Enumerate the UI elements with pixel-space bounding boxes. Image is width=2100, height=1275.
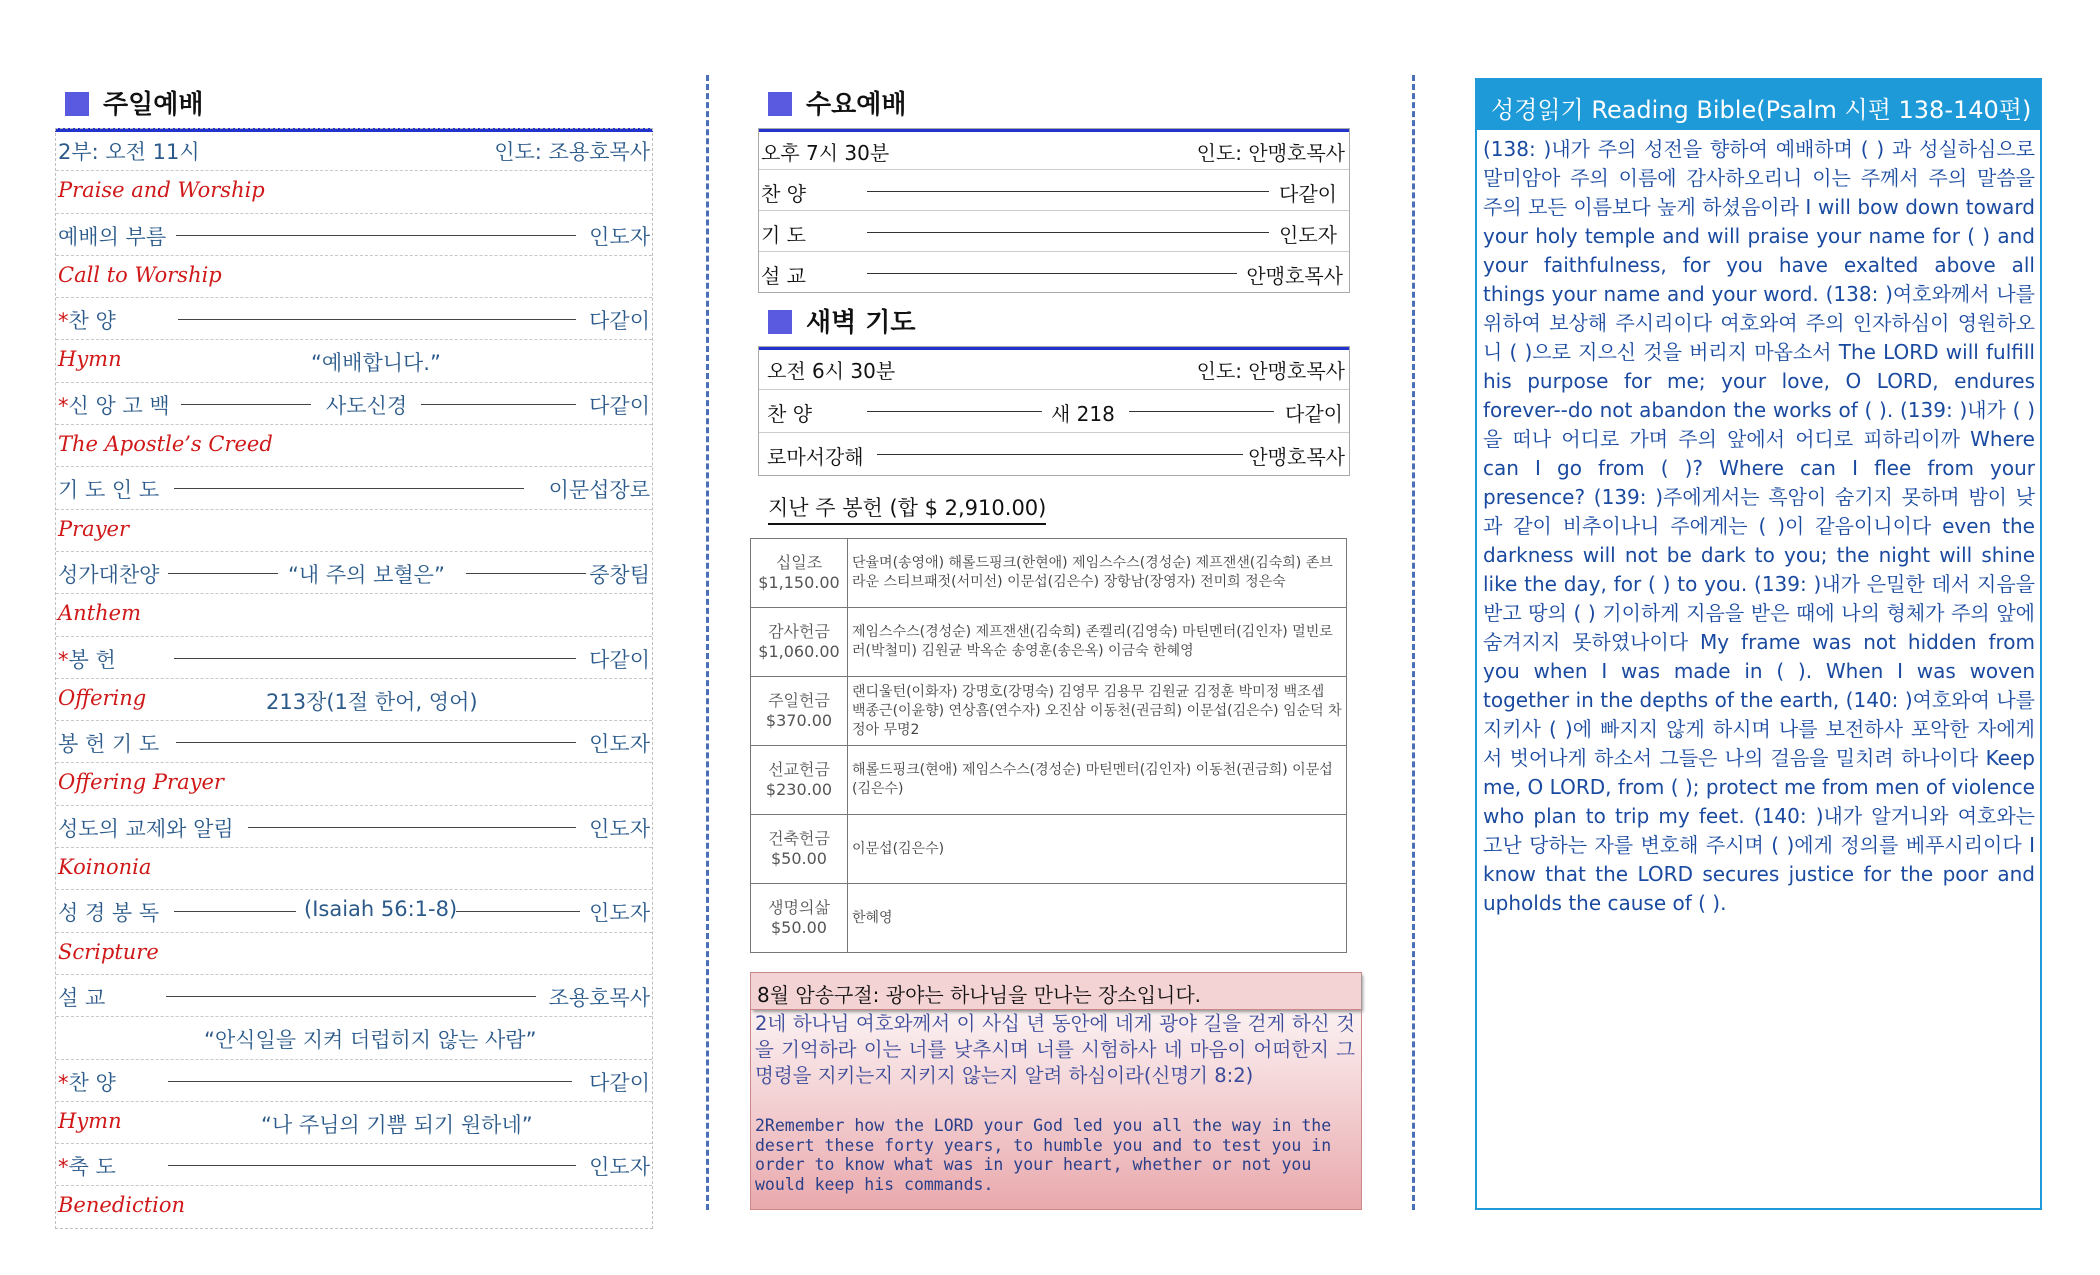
english-label-row — [56, 1186, 652, 1227]
leader-line — [867, 273, 1237, 274]
order-item-name: 기 도 — [761, 223, 806, 247]
order-item-row — [56, 1060, 652, 1102]
wednesday-time-row — [759, 129, 1349, 170]
order-item-leader: 인도자 — [589, 816, 650, 841]
dawn-prayer-title: 새벽 기도 — [806, 308, 916, 338]
order-item-row — [56, 1144, 652, 1186]
english-label-row — [56, 594, 652, 636]
english-label-row — [56, 679, 652, 721]
leader-line — [466, 573, 586, 574]
english-label-row — [56, 256, 652, 298]
offering-amount: $1,060.00 — [758, 642, 840, 661]
order-item-leader: 다같이 — [589, 309, 650, 334]
order-item-leader: 다같이 — [1279, 182, 1337, 206]
leader-line — [168, 573, 278, 574]
offering-category: 십일조 — [775, 553, 823, 572]
memory-verse-box — [750, 972, 1362, 1210]
order-item-row — [759, 211, 1349, 252]
english-label: Hymn — [58, 347, 122, 372]
standing-marker: * — [58, 393, 69, 418]
offering-category: 선교헌금 — [768, 760, 830, 779]
leader-line — [166, 996, 536, 997]
leader-line — [174, 488, 524, 489]
memory-verse-header — [751, 973, 1361, 1010]
memory-verse-korean: 2네 하나님 여호와께서 이 사십 년 동안에 네게 광야 길을 걷게 하신 것을 기억하라 이는 너를 낮추시며 너를 시험하사 네 마음이 어떠한지 그 명령을 지키는지 지키지 않는지 알려 하심이라(신명기 8:2) — [755, 1012, 1355, 1087]
order-item-row — [56, 383, 652, 425]
offering-donors: 해롤드핑크(현애) 제임스수스(경성순) 마틴멘터(김인자) 이동천(권금희) 이문섭(김은수) — [848, 746, 1347, 815]
order-item-leader: 이문섭장로 — [548, 478, 650, 503]
english-label: Koinonia — [58, 855, 152, 880]
offering-amount: $50.00 — [771, 918, 827, 937]
leader-line — [174, 658, 576, 659]
standing-marker: * — [58, 1070, 69, 1095]
english-label: Offering Prayer — [58, 770, 224, 795]
order-item-row — [56, 721, 652, 763]
offering-category-cell — [751, 608, 848, 677]
english-label: Anthem — [58, 601, 141, 626]
sunday-header — [55, 80, 653, 132]
square-bullet-icon — [65, 92, 89, 116]
order-item-row — [56, 975, 652, 1017]
order-item-row — [56, 552, 652, 594]
sermon-title: “안식일을 지켜 더럽히지 않는 사람” — [204, 1028, 537, 1053]
offering-category-cell — [751, 815, 848, 884]
table-row — [751, 677, 1347, 746]
order-item-name: 찬 양 — [761, 182, 806, 206]
leader-line — [178, 319, 576, 320]
standing-marker: * — [58, 1155, 69, 1180]
order-item-row — [56, 467, 652, 509]
dawn-time-row — [759, 347, 1349, 390]
offering-category: 감사헌금 — [768, 622, 830, 641]
offering-category: 생명의삶 — [768, 898, 830, 917]
offering-summary-title: 지난 주 봉헌 (합 $ 2,910.00) — [768, 492, 1046, 525]
english-label-row — [56, 1102, 652, 1144]
wednesday-order — [758, 128, 1350, 293]
english-label-row — [56, 933, 652, 975]
order-item-name: 찬 양 — [767, 402, 812, 426]
english-label: Benediction — [58, 1193, 186, 1218]
standing-marker: * — [58, 309, 69, 334]
order-item-name: 축 도 — [68, 1155, 116, 1180]
leader-line — [248, 827, 576, 828]
leader-line — [867, 191, 1269, 192]
order-item-name: 신 앙 고 백 — [68, 393, 170, 418]
english-label: Offering — [58, 685, 147, 710]
english-label: Praise and Worship — [58, 178, 265, 203]
offering-donors: 이문섭(김은수) — [848, 815, 1347, 884]
order-item-leader: 인도자 — [589, 732, 650, 757]
offering-category-cell — [751, 884, 848, 953]
dawn-leader: 인도: 안맹호목사 — [1196, 359, 1345, 383]
leader-line — [176, 742, 576, 743]
order-item-row — [56, 806, 652, 848]
offering-donors: 한혜영 — [848, 884, 1347, 953]
offering-hymn: 213장(1절 한어, 영어) — [266, 689, 478, 714]
english-label-row — [56, 425, 652, 467]
english-label: The Apostle’s Creed — [58, 432, 273, 457]
order-item-leader: 인도자 — [589, 224, 650, 249]
hymn-title: “나 주님의 기쁨 되기 원하네” — [261, 1112, 533, 1137]
order-item-leader: 중창팀 — [589, 562, 650, 587]
scripture-reference: (Isaiah 56:1-8) — [304, 897, 458, 922]
sunday-order-of-service — [55, 128, 653, 1229]
offering-category-cell — [751, 539, 848, 608]
leader-line — [1129, 411, 1274, 412]
column-separator-1 — [706, 75, 709, 1210]
order-item-name: 찬 양 — [68, 309, 116, 334]
order-item-name: 설 교 — [761, 264, 806, 288]
column-separator-2 — [1412, 75, 1415, 1210]
english-label-row — [56, 763, 652, 805]
order-item-leader: 다같이 — [589, 1070, 650, 1095]
order-item-row — [56, 214, 652, 256]
offering-category: 건축헌금 — [768, 829, 830, 848]
order-item-row — [759, 252, 1349, 292]
bible-reading-title: 성경읽기 Reading Bible(Psalm 시편 138-140편) — [1491, 96, 2032, 124]
service-leader: 인도: 조용호목사 — [494, 140, 650, 164]
standing-marker: * — [58, 647, 69, 672]
bible-reading-header — [1477, 80, 2040, 130]
dawn-prayer-header — [758, 298, 1350, 350]
table-row — [751, 746, 1347, 815]
order-item-leader: 다같이 — [1285, 402, 1343, 426]
memory-verse-english: 2Remember how the LORD your God led you all the way in the desert these forty years, to humble you and to test you in order to know what was in your heart, whether or not you would keep his commands. — [755, 1116, 1332, 1194]
dawn-time: 오전 6시 30분 — [767, 359, 896, 383]
offering-category: 주일헌금 — [768, 691, 830, 710]
leader-line — [456, 911, 580, 912]
table-row — [751, 884, 1347, 953]
square-bullet-icon — [768, 92, 792, 116]
leader-line — [176, 235, 576, 236]
order-item-name: 기 도 인 도 — [58, 478, 160, 503]
offering-amount: $50.00 — [771, 849, 827, 868]
table-row — [751, 815, 1347, 884]
order-item-leader: 다같이 — [589, 647, 650, 672]
order-item-name: 봉 헌 — [68, 647, 116, 672]
english-label-row — [56, 171, 652, 213]
order-item-name: 봉 헌 기 도 — [58, 732, 160, 757]
leader-line — [421, 404, 576, 405]
offering-donors: 제임스수스(경성순) 제프잰샌(김숙희) 존켈리(김영숙) 마틴멘터(김인자) 멀빈로러(박철미) 김원균 박옥순 송영훈(송은옥) 이금숙 한혜영 — [848, 608, 1347, 677]
wednesday-header — [758, 80, 1350, 132]
leader-line — [877, 454, 1243, 455]
order-item-detail: 사도신경 — [326, 393, 408, 418]
order-item-name: 설 교 — [58, 985, 106, 1010]
order-item-row — [759, 433, 1349, 475]
dawn-prayer-order — [758, 346, 1350, 476]
order-item-name: 로마서강해 — [767, 445, 864, 469]
order-item-leader: 인도자 — [589, 901, 650, 926]
offering-category-cell — [751, 677, 848, 746]
leader-line — [168, 1165, 576, 1166]
bible-reading-text: (138: )내가 주의 성전을 향하여 예배하며 ( ) 과 성실하심으로 말미암아 주의 이름에 감사하오리니 이는 주께서 주의 말씀을 주의 모든 이름보다 높게 하셨음이라 I will bow down toward your holy temple and will praise your name for ( ) and your faithfulness, for you have exalted above all things your name and your word. (138: )여호와께서 나를 위하여 보상해 주시리이다 여호와여 주의 인자하심이 영원하오니 ( )으로 지으신 것을 버리지 마옵소서 The LORD will fulfill his purpose for me; your love, O LORD, endures forever--do not abandon the works of ( ). (139: )내가 ( )을 떠나 어디로 가며 주의 앞에서 어디로 피하리이까 Where can I go from ( )? Where can I flee from your presence? (139: )주에게서는 흑암이 숨기지 못하며 밤이 낮과 같이 비추이나니 주에게는 ( )이 같음이니이다 even the darkness will not be dark to you; the night will shine like the day, for ( ) to you. (139: )내가 은밀한 데서 지음을 받고 땅의 ( ) 기이하게 지음을 받은 때에 나의 형체가 주의 앞에 숨겨지지 못하였나이다 My frame was not hidden from you when I was made in ( ). When I was woven together in the depths of the earth, (140: )여호와여 나를 지키사 ( )에 빠지지 않게 하시며 나를 보전하사 포악한 자에게서 벗어나게 하소서 그들은 나의 걸음을 밀치려 하나이다 Keep me, O LORD, from ( ); protect me from men of violence who plan to trip my feet. (140: )내가 알거니와 여호와는 고난 당하는 자를 변호해 주시며 ( )에게 정의를 베푸시리이다 I know that the LORD secures justice for the poor and upholds the cause of ( ). — [1483, 137, 2035, 915]
order-item-name: 예배의 부름 — [58, 224, 167, 249]
order-item-name: 성가대찬양 — [58, 562, 160, 587]
english-label: Prayer — [58, 516, 130, 541]
order-item-leader: 조용호목사 — [548, 985, 650, 1010]
order-item-leader: 인도자 — [589, 1155, 650, 1180]
offering-donors: 단율며(송영애) 해롤드핑크(한현애) 제임스수스(경성순) 제프잰샌(김숙희) 존브라운 스티브패젓(서미선) 이문섭(김은수) 장항남(장영자) 전미희 정은숙 — [848, 539, 1347, 608]
english-label: Call to Worship — [58, 262, 222, 287]
order-item-leader: 안맹호목사 — [1248, 445, 1345, 469]
offering-donors: 랜디울턴(이화자) 강명호(강명숙) 김영무 김용무 김원균 김정훈 박미정 백조셉 백종근(이윤향) 연상흠(연수자) 오진삼 이동천(권금희) 이문섭(김은수) 임순덕 차정아 무명2 — [848, 677, 1347, 746]
offering-amount: $370.00 — [765, 711, 833, 730]
order-item-row — [56, 637, 652, 679]
english-label-row — [56, 340, 652, 382]
sunday-title: 주일예배 — [103, 90, 204, 120]
english-label-row — [56, 848, 652, 890]
english-label: Hymn — [58, 1108, 122, 1133]
leader-line — [168, 1081, 572, 1082]
table-row — [751, 539, 1347, 608]
hymn-title: “예배합니다.” — [311, 351, 441, 376]
order-item-row — [56, 298, 652, 340]
leader-line — [867, 232, 1269, 233]
bible-reading-box — [1475, 78, 2042, 1210]
order-item-leader: 인도자 — [1279, 223, 1337, 247]
table-row — [751, 608, 1347, 677]
order-item-name: 성 경 봉 독 — [58, 901, 160, 926]
english-label: Scripture — [58, 939, 159, 964]
wednesday-title: 수요예배 — [806, 90, 907, 120]
offering-table — [750, 538, 1347, 953]
order-item-leader: 안맹호목사 — [1246, 264, 1343, 288]
leader-line — [867, 411, 1042, 412]
hymn-number: 새 218 — [1051, 402, 1115, 426]
leader-line — [181, 404, 311, 405]
order-item-leader: 다같이 — [589, 393, 650, 418]
order-item-row — [56, 890, 652, 932]
square-bullet-icon — [768, 310, 792, 334]
order-item-row — [759, 390, 1349, 433]
service-time: 2부: 오전 11시 — [58, 140, 200, 164]
wednesday-leader: 인도: 안맹호목사 — [1196, 141, 1345, 165]
offering-category-cell — [751, 746, 848, 815]
order-item-row — [759, 170, 1349, 211]
anthem-title: “내 주의 보혈은” — [288, 562, 445, 587]
order-item-name: 성도의 교제와 알림 — [58, 816, 234, 841]
offering-amount: $1,150.00 — [758, 573, 840, 592]
leader-line — [174, 911, 296, 912]
service-time-row — [56, 129, 652, 171]
sermon-title-row — [56, 1017, 652, 1059]
order-item-name: 찬 양 — [68, 1070, 116, 1095]
memory-verse-title: 8월 암송구절: 광야는 하나님을 만나는 장소입니다. — [757, 983, 1202, 1007]
wednesday-time: 오후 7시 30분 — [761, 141, 890, 165]
english-label-row — [56, 510, 652, 552]
offering-amount: $230.00 — [765, 780, 833, 799]
